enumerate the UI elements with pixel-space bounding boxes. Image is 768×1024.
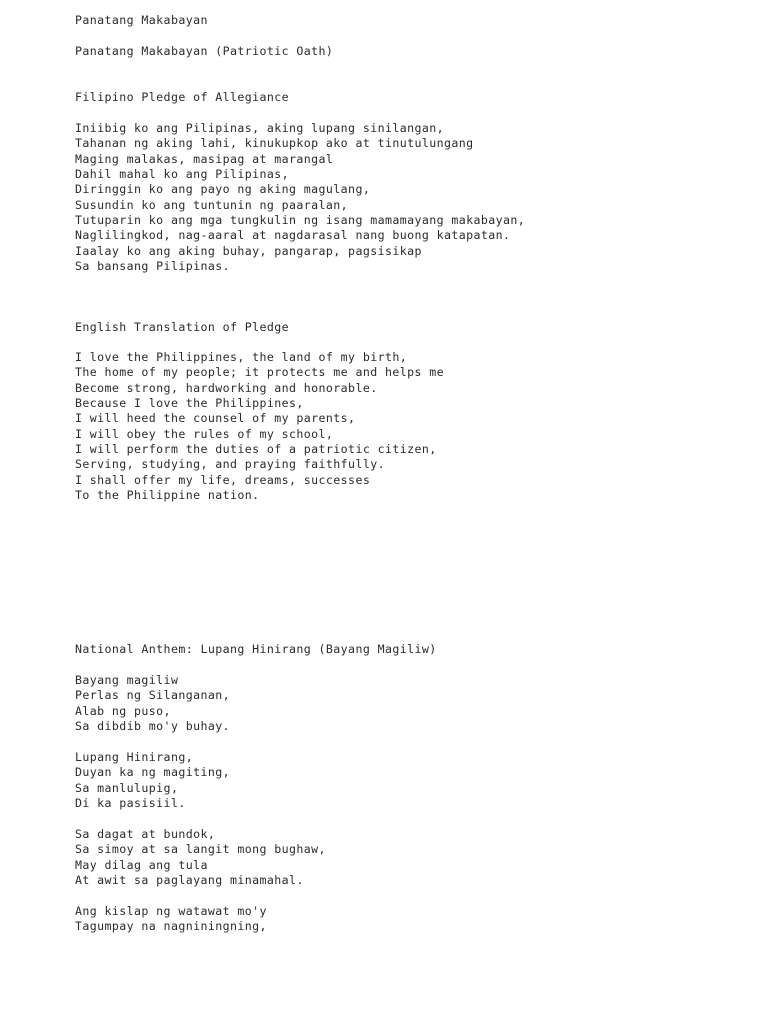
anthem-line: Sa dagat at bundok, (75, 827, 216, 841)
translation-line: The home of my people; it protects me and helps me (75, 365, 445, 380)
translation-line: Become strong, hardworking and honorable. (75, 380, 378, 395)
pledge-line: Susundin ko ang tuntunin ng paaralan, (75, 197, 349, 212)
pledge-line: Diringgin ko ang payo ng aking magulang, (75, 182, 371, 197)
anthem-line: Duyan ka ng magiting, (75, 765, 230, 780)
anthem-line: Ang kislap ng watawat mo'y (75, 904, 267, 918)
anthem-line: Alab ng puso, (75, 703, 171, 718)
translation-text (75, 350, 444, 503)
anthem-line: Tagumpay na nagniningning, (75, 919, 267, 934)
anthem-line: Di ka pasisiil. (75, 796, 186, 811)
translation-line: I love the Philippines, the land of my birth, (75, 350, 408, 364)
anthem-line: Sa manlulupig, (75, 780, 179, 795)
pledge-line: Sa bansang Pilipinas. (75, 259, 230, 274)
translation-line: Serving, studying, and praying faithfully. (75, 457, 385, 472)
document-title: Panatang Makabayan (75, 13, 208, 27)
pledge-line: Iaalay ko ang aking buhay, pangarap, pagsisikap (75, 243, 422, 258)
translation-line: I will heed the counsel of my parents, (75, 411, 356, 426)
anthem-heading: National Anthem: Lupang Hinirang (Bayang Magiliw) (75, 642, 437, 656)
pledge-line: Tutuparin ko ang mga tungkulin ng isang mamamayang makabayan, (75, 213, 526, 228)
anthem-line: Bayang magiliw (75, 673, 179, 687)
pledge-line: Dahil mahal ko ang Pilipinas, (75, 167, 290, 182)
translation-line: I will perform the duties of a patriotic citizen, (75, 442, 437, 457)
pledge-text (75, 121, 525, 274)
anthem-line: Sa simoy at sa langit mong bughaw, (75, 842, 326, 857)
translation-heading: English Translation of Pledge (75, 320, 290, 334)
translation-line: Because I love the Philippines, (75, 396, 304, 411)
translation-line: To the Philippine nation. (75, 488, 260, 503)
anthem-stanza-4 (75, 904, 267, 935)
pledge-line: Iniibig ko ang Pilipinas, aking lupang sinilangan, (75, 121, 445, 135)
anthem-line: Lupang Hinirang, (75, 750, 194, 764)
anthem-line: At awit sa paglayang minamahal. (75, 873, 304, 888)
anthem-line: May dilag ang tula (75, 857, 208, 872)
pledge-line: Tahanan ng aking lahi, kinukupkop ako at tinutulungang (75, 136, 474, 151)
pledge-heading: Filipino Pledge of Allegiance (75, 90, 290, 104)
document-subtitle: Panatang Makabayan (Patriotic Oath) (75, 44, 334, 58)
anthem-stanza-2 (75, 750, 230, 811)
anthem-stanza-3 (75, 827, 326, 888)
translation-line: I will obey the rules of my school, (75, 426, 334, 441)
pledge-line: Naglilingkod, nag-aaral at nagdarasal nang buong katapatan. (75, 228, 511, 243)
anthem-line: Sa dibdib mo'y buhay. (75, 719, 230, 734)
translation-line: I shall offer my life, dreams, successes (75, 472, 371, 487)
anthem-stanza-1 (75, 673, 230, 734)
pledge-line: Maging malakas, masipag at marangal (75, 151, 334, 166)
anthem-line: Perlas ng Silanganan, (75, 688, 230, 703)
